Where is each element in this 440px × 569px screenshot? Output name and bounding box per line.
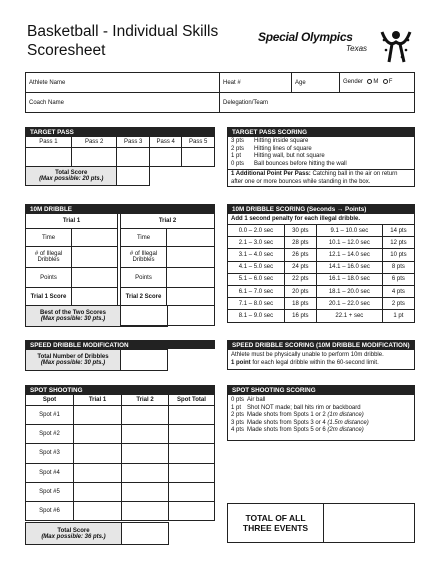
points-b: 6 pts xyxy=(382,273,414,285)
spot-scoring-rows xyxy=(231,397,411,435)
target-pass-scoring-header: TARGET PASS SCORING xyxy=(228,128,414,137)
dribble-trial1-table xyxy=(25,213,118,306)
points-b: 12 pts xyxy=(382,237,414,249)
spot-total-cell-input[interactable] xyxy=(169,482,215,501)
points-b: 1 pt xyxy=(382,310,414,322)
spot-total-cell-input[interactable] xyxy=(169,444,215,463)
trial2-points-label: Points xyxy=(121,268,167,288)
spot-label: Spot #5 xyxy=(26,482,74,501)
speed-dribble-table xyxy=(25,349,215,371)
tps-pts-3: 0 pts xyxy=(231,160,245,167)
spot-row xyxy=(26,501,215,520)
trial1-time-input[interactable] xyxy=(72,229,118,247)
target-pass-header: TARGET PASS xyxy=(26,128,215,137)
age-field[interactable] xyxy=(292,73,340,93)
trial1-illegal-input[interactable] xyxy=(72,247,118,268)
trial2-score-label: Trial 2 Score xyxy=(121,288,167,306)
trial1-points-input[interactable] xyxy=(72,268,118,288)
points-a: 26 pts xyxy=(284,249,316,261)
spot-total-table xyxy=(25,522,215,545)
points-a: 18 pts xyxy=(284,298,316,310)
spot-trial1-input[interactable] xyxy=(74,425,122,444)
dribble-best-input[interactable] xyxy=(121,306,168,327)
dribble-best-label xyxy=(26,306,121,327)
total-all-line2: THREE EVENTS xyxy=(242,523,309,533)
time-range-a: 8.1 – 9.0 sec xyxy=(228,310,285,322)
pass-2-header: Pass 2 xyxy=(71,137,117,148)
points-a: 22 pts xyxy=(284,273,316,285)
pass-3-header: Pass 3 xyxy=(117,137,149,148)
athlete-name-label: Athlete Name xyxy=(29,79,66,86)
spot-total-input[interactable] xyxy=(122,523,169,545)
pass-3-input[interactable] xyxy=(117,148,149,167)
time-range-a: 4.1 – 5.0 sec xyxy=(228,261,285,273)
time-range-a: 6.1 – 7.0 sec xyxy=(228,285,285,297)
trial1-score-label: Trial 1 Score xyxy=(26,288,72,306)
time-range-a: 5.1 – 6.0 sec xyxy=(228,273,285,285)
pass-4-input[interactable] xyxy=(149,148,181,167)
total-all-box xyxy=(227,503,415,543)
spot-label: Spot #2 xyxy=(26,425,74,444)
tps-pts-0: 3 pts xyxy=(231,138,245,144)
spot-total-title: Total Score xyxy=(57,527,90,534)
speed-dribble-total-label xyxy=(26,350,121,371)
trial2-col-header: Trial 2 xyxy=(122,395,169,406)
time-range-a: 0.0 – 2.0 sec xyxy=(228,225,285,237)
points-b: 10 pts xyxy=(382,249,414,261)
bonus-note-bold: 1 Additional Point Per Pass: xyxy=(231,171,311,177)
spot-scoring-desc: Made shots from Spots 3 or 4 xyxy=(247,419,328,426)
dribble-scoring-header: 10M DRIBBLE SCORING (Seconds → Points) xyxy=(228,205,415,214)
total-all-line1: TOTAL OF ALL xyxy=(245,513,306,523)
spot-trial2-input[interactable] xyxy=(122,444,169,463)
tps-desc-2: Hitting wall, but not square xyxy=(254,153,325,160)
spot-label: Spot #3 xyxy=(26,444,74,463)
gender-field xyxy=(340,73,415,93)
spot-scoring-pts: 1 pt xyxy=(231,404,242,411)
dribble-scoring-row xyxy=(228,285,415,297)
speed-dribble-total-input[interactable] xyxy=(121,350,168,371)
heat-field[interactable] xyxy=(220,73,292,93)
target-pass-total-label xyxy=(26,167,117,186)
dribble-scoring-row xyxy=(228,298,415,310)
delegation-label: Delegation/Team xyxy=(223,99,269,106)
speed-scoring-line2: for each legal dribble within the 60-second limit. xyxy=(250,359,379,366)
target-pass-scoring-box xyxy=(227,127,415,187)
pass-5-input[interactable] xyxy=(182,148,215,167)
dribble-scoring-row xyxy=(228,273,415,285)
spot-trial1-input[interactable] xyxy=(74,444,122,463)
spot-scoring-row xyxy=(231,427,411,435)
pass-1-header: Pass 1 xyxy=(26,137,72,148)
coach-name-field[interactable] xyxy=(26,93,220,113)
dribble-scoring-row xyxy=(228,310,415,322)
dribble-scoring-row xyxy=(228,261,415,273)
trial1-illegal-label: # of Illegal Dribbles xyxy=(26,247,72,268)
gender-f-label: F xyxy=(388,79,393,86)
tps-desc-3: Ball bounces before hitting the wall xyxy=(254,160,347,167)
spot-scoring-row xyxy=(231,397,411,405)
spot-scoring-row xyxy=(231,405,411,413)
spot-row xyxy=(26,463,215,482)
tps-pts-1: 2 pts xyxy=(231,145,245,152)
spot-trial2-input[interactable] xyxy=(122,425,169,444)
spot-total-label xyxy=(26,523,122,545)
title-line-1: Basketball - Individual Skills xyxy=(27,23,219,40)
trial2-illegal-label: # of Illegal Dribbles xyxy=(121,247,167,268)
spot-total-cell-input[interactable] xyxy=(169,406,215,425)
speed-dribble-header: SPEED DRIBBLE MODIFICATION xyxy=(25,340,215,349)
points-b: 2 pts xyxy=(382,298,414,310)
dribble-best-max: (Max possible: 30 pts.) xyxy=(40,316,106,322)
heat-label: Heat # xyxy=(223,79,241,86)
pass-4-header: Pass 4 xyxy=(149,137,181,148)
spot-col-header: Spot xyxy=(26,395,74,406)
total-all-input[interactable] xyxy=(324,504,414,542)
speed-scoring-line1: Athlete must be physically unable to perform 10m dribble. xyxy=(231,352,384,358)
trial2-time-input[interactable] xyxy=(167,229,215,247)
dribble-10m-header: 10M DRIBBLE xyxy=(26,205,214,214)
points-a: 30 pts xyxy=(284,225,316,237)
trial2-header: Trial 2 xyxy=(121,214,215,229)
spot-scoring-desc: Made shots from Spots 5 or 6 xyxy=(247,427,328,434)
spot-trial1-input[interactable] xyxy=(74,463,122,482)
spot-total-cell-input[interactable] xyxy=(169,501,215,520)
points-a: 16 pts xyxy=(284,310,316,322)
spot-scoring-box xyxy=(227,385,415,441)
delegation-field[interactable] xyxy=(220,93,415,113)
spot-scoring-header: SPOT SHOOTING SCORING xyxy=(228,386,414,395)
spot-scoring-pts: 0 pts xyxy=(231,397,245,403)
trial2-illegal-input[interactable] xyxy=(167,247,215,268)
spot-trial1-input[interactable] xyxy=(74,406,122,425)
points-a: 24 pts xyxy=(284,261,316,273)
bonus-note-text: Catching ball in the air on return after one or more bounces while standing in the box. xyxy=(231,171,398,185)
pass-1-input[interactable] xyxy=(26,148,72,167)
gender-m-label: M xyxy=(373,79,379,86)
time-range-b: 9.1 – 10.0 sec xyxy=(316,225,382,237)
trial2-score-input[interactable] xyxy=(167,288,215,306)
speed-total-max: (Max possible: 30 pts.) xyxy=(40,360,106,366)
pass-5-header: Pass 5 xyxy=(182,137,215,148)
pass-2-input[interactable] xyxy=(71,148,117,167)
gender-m-radio[interactable] xyxy=(367,79,372,84)
title-line-2: Scoresheet xyxy=(27,42,106,59)
gender-label: Gender xyxy=(343,79,364,86)
logo-sub: Texas xyxy=(346,44,368,53)
time-range-b: 12.1 – 14.0 sec xyxy=(316,249,382,261)
dribble-scoring-row xyxy=(228,249,415,261)
gender-f-radio[interactable] xyxy=(383,79,388,84)
spot-trial2-input[interactable] xyxy=(122,406,169,425)
spot-total-cell-input[interactable] xyxy=(169,425,215,444)
coach-name-label: Coach Name xyxy=(29,99,65,106)
time-range-b: 10.1 – 12.0 sec xyxy=(316,237,382,249)
dribble-trial2-table xyxy=(120,213,215,306)
tps-pts-2: 1 pt xyxy=(231,153,242,160)
spot-total-max: (Max possible: 36 pts.) xyxy=(41,533,106,540)
spot-trial1-input[interactable] xyxy=(74,482,122,501)
trial2-time-label: Time xyxy=(121,229,167,247)
logo-name: Special Olympics xyxy=(258,30,353,44)
speed-scoring-box xyxy=(227,340,415,370)
tps-desc-1: Hitting lines of square xyxy=(254,145,312,152)
spot-total-cell-input[interactable] xyxy=(169,463,215,482)
spot-shooting-header: SPOT SHOOTING xyxy=(26,386,215,395)
target-pass-total-input[interactable] xyxy=(117,167,149,186)
points-b: 4 pts xyxy=(382,285,414,297)
spot-trial2-input[interactable] xyxy=(122,463,169,482)
trial1-time-label: Time xyxy=(26,229,72,247)
trial1-points-label: Points xyxy=(26,268,72,288)
spot-label: Spot #1 xyxy=(26,406,74,425)
spot-scoring-distance: (1m distance) xyxy=(327,412,364,419)
time-range-b: 16.1 – 18.0 sec xyxy=(316,273,382,285)
target-pass-scoring-rows xyxy=(231,138,347,168)
speed-scoring-line2-bold: 1 point xyxy=(231,359,251,366)
speed-scoring-text xyxy=(231,352,411,367)
time-range-b: 22.1 + sec xyxy=(316,310,382,322)
dribble-penalty-note: Add 1 second penalty for each illegal dribble. xyxy=(228,214,415,225)
spot-total-col-header: Spot Total xyxy=(169,395,215,406)
spot-trial2-input[interactable] xyxy=(122,501,169,520)
time-range-a: 2.1 – 3.0 sec xyxy=(228,237,285,249)
spot-scoring-pts: 4 pts xyxy=(231,427,245,434)
trial1-score-input[interactable] xyxy=(72,288,118,306)
spot-row xyxy=(26,406,215,425)
speed-total-title: Total Number of Dribbles xyxy=(37,354,109,360)
spot-label: Spot #4 xyxy=(26,463,74,482)
special-olympics-logo-icon xyxy=(378,26,414,66)
target-pass-total-max: (Max possible: 20 pts.) xyxy=(39,176,104,182)
trial1-header: Trial 1 xyxy=(26,214,118,229)
points-a: 28 pts xyxy=(284,237,316,249)
spot-scoring-pts: 3 pts xyxy=(231,419,245,426)
trial1-col-header: Trial 1 xyxy=(74,395,122,406)
target-pass-table xyxy=(25,127,215,186)
spot-scoring-desc: Air ball xyxy=(247,397,266,403)
time-range-a: 3.1 – 4.0 sec xyxy=(228,249,285,261)
total-all-label xyxy=(228,504,324,542)
dribble-best-table xyxy=(25,305,215,327)
time-range-a: 7.1 – 8.0 sec xyxy=(228,298,285,310)
spot-scoring-row xyxy=(231,412,411,420)
spot-scoring-desc: Made shots from Spots 1 or 2 xyxy=(247,412,328,419)
dribble-scoring-table xyxy=(227,204,415,323)
trial2-points-input[interactable] xyxy=(167,268,215,288)
time-range-b: 20.1 – 22.0 sec xyxy=(316,298,382,310)
spot-row xyxy=(26,444,215,463)
athlete-info-table xyxy=(25,72,415,113)
spot-scoring-distance: (2m distance) xyxy=(327,427,364,434)
tps-desc-0: Hitting inside square xyxy=(254,138,309,144)
points-b: 8 pts xyxy=(382,261,414,273)
speed-scoring-header: SPEED DRIBBLE SCORING (10M DRIBBLE MODIFICATION) xyxy=(228,341,414,350)
spot-trial1-input[interactable] xyxy=(74,501,122,520)
points-b: 14 pts xyxy=(382,225,414,237)
time-range-b: 18.1 – 20.0 sec xyxy=(316,285,382,297)
spot-trial2-input[interactable] xyxy=(122,482,169,501)
athlete-name-field[interactable] xyxy=(26,73,220,93)
dribble-scoring-row xyxy=(228,225,415,237)
target-pass-bonus-note xyxy=(231,171,411,186)
spot-shooting-table xyxy=(25,385,215,521)
target-pass-total-title: Total Score xyxy=(55,170,88,176)
spot-row xyxy=(26,425,215,444)
points-a: 20 pts xyxy=(284,285,316,297)
spot-label: Spot #6 xyxy=(26,501,74,520)
dribble-best-title: Best of the Two Scores xyxy=(40,310,106,316)
spot-scoring-desc: Shot NOT made; ball hits rim or backboard xyxy=(247,404,361,411)
spot-row xyxy=(26,482,215,501)
spot-scoring-row xyxy=(231,420,411,428)
time-range-b: 14.1 – 16.0 sec xyxy=(316,261,382,273)
dribble-scoring-row xyxy=(228,237,415,249)
spot-scoring-distance: (1.5m distance) xyxy=(327,419,369,426)
spot-scoring-pts: 2 pts xyxy=(231,412,245,419)
page-title xyxy=(27,22,218,60)
age-label: Age xyxy=(295,79,306,86)
